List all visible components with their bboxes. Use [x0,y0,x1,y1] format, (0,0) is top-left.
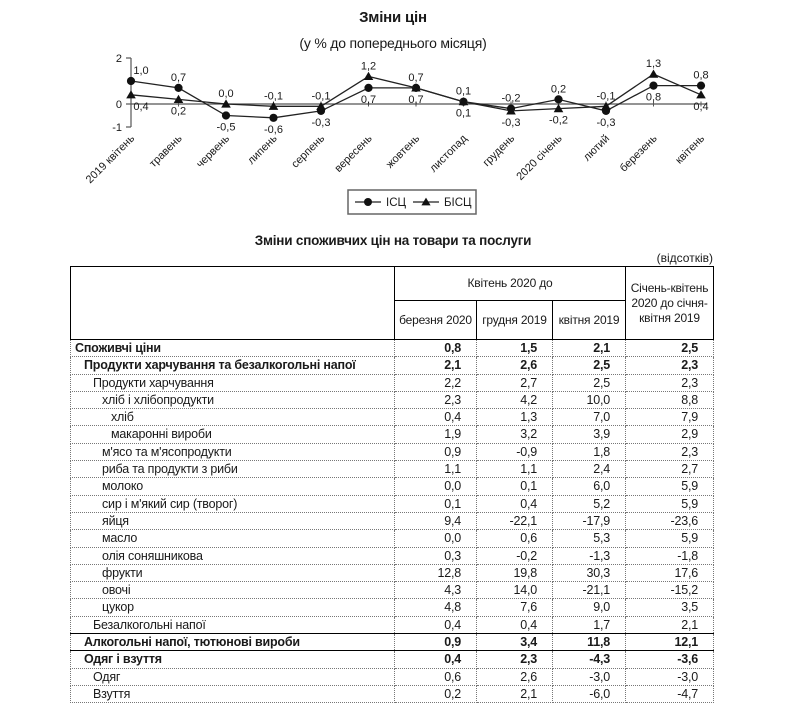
value-cell: 2,5 [626,340,714,357]
value-cell: 6,0 [553,478,626,495]
value-cell: 0,4 [477,495,553,512]
table-row [71,391,714,408]
value-cell: 0,4 [477,616,553,633]
value-cell: 12,1 [626,634,714,651]
row-label: Продукти харчування [71,374,395,391]
value-cell: 19,8 [477,564,553,581]
value-cell: -3,0 [553,668,626,685]
svg-text:0,7: 0,7 [360,93,377,106]
data-point-circle [222,111,230,119]
svg-text:1,3: 1,3 [645,58,662,71]
value-cell: 2,9 [626,426,714,443]
value-cell: -22,1 [477,512,553,529]
svg-text:-1: -1 [112,122,122,134]
value-cell: -4,7 [626,685,714,702]
table-row [71,357,714,374]
svg-text:-0,5: -0,5 [216,121,236,134]
row-label: овочі [71,582,395,599]
svg-text:липень: липень [245,132,280,167]
svg-text:-0,3: -0,3 [596,116,616,129]
data-point-circle [697,82,705,90]
row-label: масло [71,530,395,547]
value-cell: 2,3 [626,374,714,391]
row-label: яйця [71,512,395,529]
data-point-circle [364,84,372,92]
units-note: (відсотків) [656,251,713,265]
table-row [71,426,714,443]
chart-title: Зміни цін [359,9,427,26]
value-cell: 2,6 [477,668,553,685]
value-cell: 8,8 [626,391,714,408]
row-label: Алкогольні напої, тютюнові вироби [71,634,395,651]
value-cell: 9,4 [395,512,477,529]
value-cell: 2,1 [477,685,553,702]
table-row [71,582,714,599]
group-header: Квітень 2020 до [395,267,626,301]
value-cell: -15,2 [626,582,714,599]
value-cell: 0,2 [395,685,477,702]
value-cell: 3,9 [553,426,626,443]
value-cell: 2,3 [395,391,477,408]
row-label: Продукти харчування та безалкогольні напої [71,357,395,374]
svg-text:0,8: 0,8 [693,69,709,82]
table-row [71,651,714,668]
data-point-triangle [126,90,136,98]
data-point-circle [649,82,657,90]
value-cell: 4,8 [395,599,477,616]
svg-text:0,1: 0,1 [455,85,472,98]
value-cell: 0,4 [395,651,477,668]
svg-text:2019 квітень: 2019 квітень [83,132,138,187]
svg-text:-0,3: -0,3 [311,116,331,129]
value-cell: 1,1 [477,461,553,478]
value-cell: 2,3 [626,443,714,460]
value-cell: 7,0 [553,409,626,426]
svg-text:вересень: вересень [332,132,375,175]
value-cell: -1,8 [626,547,714,564]
value-cell: 3,2 [477,426,553,443]
value-cell: 17,6 [626,564,714,581]
value-cell: 0,8 [395,340,477,357]
svg-text:0,7: 0,7 [170,71,187,84]
table-row [71,599,714,616]
value-cell: 0,0 [395,530,477,547]
value-cell: 2,5 [553,357,626,374]
svg-text:листопад: листопад [427,132,470,175]
value-cell: -0,2 [477,547,553,564]
value-cell: 7,6 [477,599,553,616]
value-cell: 2,1 [626,616,714,633]
row-label: хліб і хлібопродукти [71,391,395,408]
svg-text:-0,1: -0,1 [311,90,331,103]
value-cell: 2,3 [626,357,714,374]
value-cell: 1,5 [477,340,553,357]
data-point-circle [269,114,277,122]
value-cell: 2,2 [395,374,477,391]
svg-text:жовтень: жовтень [383,132,423,171]
data-point-circle [127,77,135,85]
value-cell: 2,1 [395,357,477,374]
table-row [71,530,714,547]
svg-text:0,4: 0,4 [133,100,149,113]
table-row [71,547,714,564]
value-cell: -1,3 [553,547,626,564]
value-cell: 1,9 [395,426,477,443]
data-point-triangle [649,70,659,78]
svg-text:1,2: 1,2 [360,60,377,73]
chart-subtitle: (у % до попереднього місяця) [299,35,487,51]
value-cell: 2,6 [477,357,553,374]
svg-text:0,7: 0,7 [408,71,424,84]
svg-text:березень: березень [617,132,660,175]
value-cell: 2,3 [477,651,553,668]
value-cell: 0,6 [477,530,553,547]
table-row [71,616,714,633]
row-label: фрукти [71,564,395,581]
svg-text:грудень: грудень [480,132,518,170]
value-cell: 5,2 [553,495,626,512]
svg-text:-0,6: -0,6 [264,123,283,136]
table-title: Зміни споживчих цін на товари та послуги [254,233,532,248]
svg-text:1,0: 1,0 [133,65,149,77]
value-cell: 0,6 [395,668,477,685]
value-cell: 14,0 [477,582,553,599]
table-row [71,495,714,512]
svg-text:червень: червень [194,132,233,171]
svg-text:0,8: 0,8 [645,91,662,104]
svg-text:0: 0 [115,99,122,111]
value-cell: -0,9 [477,443,553,460]
column-header: квітня 2019 [553,301,626,340]
value-cell: 4,2 [477,391,553,408]
value-cell: 5,9 [626,530,714,547]
data-point-triangle [696,90,706,98]
value-cell: 5,9 [626,495,714,512]
row-label: цукор [71,599,395,616]
svg-text:0,2: 0,2 [170,105,187,118]
row-label: молоко [71,478,395,495]
value-cell: 2,5 [553,374,626,391]
value-cell: -3,0 [626,668,714,685]
value-cell: 2,4 [553,461,626,478]
value-cell: 0,9 [395,634,477,651]
table-row [71,461,714,478]
value-cell: 9,0 [553,599,626,616]
table-row [71,564,714,581]
row-label: Безалкогольні напої [71,616,395,633]
value-cell: -4,3 [553,651,626,668]
svg-text:лютий: лютий [581,132,613,164]
row-label: макаронні вироби [71,426,395,443]
value-cell: -6,0 [553,685,626,702]
column-header: березня 2020 [395,301,477,340]
value-cell: 3,5 [626,599,714,616]
table-body [71,340,714,703]
data-point-triangle [364,72,374,80]
row-label: Споживчі ціни [71,340,395,357]
row-label: м'ясо та м'ясопродукти [71,443,395,460]
svg-text:квітень: квітень [673,132,708,167]
value-cell: 2,1 [553,340,626,357]
row-label: Одяг і взуття [71,651,395,668]
svg-text:2020 січень: 2020 січень [514,132,565,183]
legend-label-bicc: БІСЦ [444,197,472,209]
value-cell: 2,7 [626,461,714,478]
svg-text:серпень: серпень [289,132,328,171]
legend-circle-marker [364,198,372,206]
value-cell: 7,9 [626,409,714,426]
value-cell: 2,7 [477,374,553,391]
value-cell: -21,1 [553,582,626,599]
table-row [71,409,714,426]
value-cell: 1,8 [553,443,626,460]
value-cell: 10,0 [553,391,626,408]
value-cell: 30,3 [553,564,626,581]
svg-text:2: 2 [115,53,122,65]
value-cell: 0,1 [395,495,477,512]
svg-text:травень: травень [147,132,185,171]
table-row [71,374,714,391]
value-cell: 1,3 [477,409,553,426]
value-cell: -23,6 [626,512,714,529]
svg-text:-0,1: -0,1 [264,90,283,103]
legend-label-icc: ІСЦ [386,197,407,209]
svg-text:0,1: 0,1 [455,107,472,120]
value-cell: 11,8 [553,634,626,651]
svg-text:0,4: 0,4 [693,100,709,113]
table-row [71,443,714,460]
data-point-triangle [601,102,611,110]
price-table [70,266,714,703]
svg-text:-0,2: -0,2 [549,114,568,127]
data-labels [133,58,708,136]
table-row [71,340,714,357]
row-label: риба та продукти з риби [71,461,395,478]
label-column-header [71,267,395,340]
chart-legend [348,190,476,214]
row-label: хліб [71,409,395,426]
svg-text:0,0: 0,0 [218,88,234,100]
value-cell: 5,9 [626,478,714,495]
value-cell: 1,7 [553,616,626,633]
table-row [71,512,714,529]
svg-text:-0,1: -0,1 [596,90,616,103]
value-cell: -17,9 [553,512,626,529]
data-point-circle [174,84,182,92]
row-label: сир і м'який сир (творог) [71,495,395,512]
column-header: грудня 2019 [477,301,553,340]
svg-text:-0,2: -0,2 [501,92,521,105]
table-row [71,685,714,702]
x-axis-labels [84,132,708,186]
table-header [71,267,714,340]
row-label: Взуття [71,685,395,702]
table-row [71,478,714,495]
value-cell: 1,1 [395,461,477,478]
value-cell: 4,3 [395,582,477,599]
value-cell: 0,0 [395,478,477,495]
row-label: олія соняшникова [71,547,395,564]
value-cell: 3,4 [477,634,553,651]
value-cell: 0,4 [395,409,477,426]
value-cell: 0,9 [395,443,477,460]
data-point-circle [554,95,562,103]
price-change-chart [0,53,786,221]
value-cell: 0,4 [395,616,477,633]
value-cell: -3,6 [626,651,714,668]
value-cell: 0,1 [477,478,553,495]
value-cell: 12,8 [395,564,477,581]
svg-text:-0,3: -0,3 [501,116,521,129]
svg-text:0,2: 0,2 [550,83,567,96]
table-row [71,634,714,651]
last-column-header: Січень-квітень 2020 до січня-квітня 2019 [626,267,714,340]
svg-text:0,7: 0,7 [408,93,424,106]
row-label: Одяг [71,668,395,685]
value-cell: 0,3 [395,547,477,564]
value-cell: 5,3 [553,530,626,547]
table-row [71,668,714,685]
